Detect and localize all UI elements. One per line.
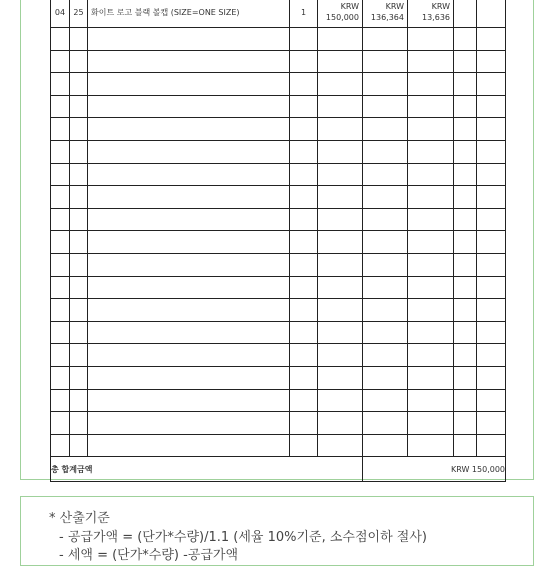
empty-cell xyxy=(454,366,477,389)
empty-cell xyxy=(454,163,477,186)
empty-table-row xyxy=(51,118,506,141)
empty-cell xyxy=(70,95,88,118)
empty-cell xyxy=(290,389,318,412)
empty-cell xyxy=(318,389,363,412)
empty-cell xyxy=(318,208,363,231)
supply-amount-cell xyxy=(363,0,408,28)
empty-cell xyxy=(290,366,318,389)
empty-cell xyxy=(318,412,363,435)
empty-cell xyxy=(88,95,290,118)
empty-cell xyxy=(454,186,477,209)
empty-cell xyxy=(363,321,408,344)
empty-cell xyxy=(51,231,70,254)
total-label: 총 합계금액 xyxy=(51,457,363,482)
empty-cell xyxy=(454,95,477,118)
empty-cell xyxy=(408,253,454,276)
empty-cell xyxy=(363,253,408,276)
unit-price-value: 150,000 xyxy=(325,13,359,22)
empty-table-row xyxy=(51,299,506,322)
empty-cell xyxy=(363,186,408,209)
empty-cell xyxy=(51,276,70,299)
empty-cell xyxy=(408,95,454,118)
empty-cell xyxy=(88,321,290,344)
empty-cell xyxy=(51,344,70,367)
empty-cell xyxy=(408,186,454,209)
empty-cell xyxy=(290,73,318,96)
empty-cell xyxy=(51,163,70,186)
empty-cell xyxy=(88,118,290,141)
empty-cell xyxy=(477,208,506,231)
total-row xyxy=(51,457,506,482)
empty-cell xyxy=(51,73,70,96)
empty-cell xyxy=(290,231,318,254)
empty-cell xyxy=(408,231,454,254)
empty-cell xyxy=(88,276,290,299)
empty-cell xyxy=(363,344,408,367)
empty-cell xyxy=(88,140,290,163)
empty-cell xyxy=(477,299,506,322)
empty-cell xyxy=(454,299,477,322)
empty-cell xyxy=(454,276,477,299)
empty-cell xyxy=(408,344,454,367)
empty-cell xyxy=(363,389,408,412)
empty-cell xyxy=(408,50,454,73)
empty-cell xyxy=(363,73,408,96)
empty-cell xyxy=(51,208,70,231)
empty-cell xyxy=(318,321,363,344)
empty-cell xyxy=(454,389,477,412)
empty-cell xyxy=(454,73,477,96)
empty-cell xyxy=(363,434,408,457)
empty-table-row xyxy=(51,412,506,435)
empty-cell xyxy=(454,321,477,344)
empty-table-row xyxy=(51,321,506,344)
empty-table-row xyxy=(51,366,506,389)
empty-cell xyxy=(51,389,70,412)
empty-cell xyxy=(318,434,363,457)
empty-cell xyxy=(88,28,290,51)
empty-cell xyxy=(88,163,290,186)
empty-cell xyxy=(318,231,363,254)
table-row xyxy=(51,0,506,28)
empty-cell xyxy=(477,163,506,186)
empty-cell xyxy=(363,208,408,231)
empty-cell xyxy=(51,253,70,276)
empty-cell xyxy=(477,186,506,209)
empty-cell xyxy=(88,299,290,322)
empty-cell xyxy=(70,208,88,231)
empty-cell xyxy=(408,118,454,141)
empty-cell xyxy=(477,389,506,412)
empty-cell xyxy=(88,231,290,254)
empty-cell xyxy=(70,186,88,209)
empty-cell xyxy=(318,118,363,141)
empty-cell xyxy=(51,321,70,344)
empty-table-row xyxy=(51,163,506,186)
tax-cell xyxy=(408,0,454,28)
empty-cell xyxy=(454,412,477,435)
empty-cell xyxy=(51,50,70,73)
empty-cell xyxy=(318,73,363,96)
empty-cell xyxy=(88,366,290,389)
empty-cell xyxy=(70,231,88,254)
empty-cell xyxy=(477,50,506,73)
empty-cell xyxy=(363,28,408,51)
empty-table-row xyxy=(51,73,506,96)
empty-cell xyxy=(70,366,88,389)
empty-cell xyxy=(363,50,408,73)
empty-cell xyxy=(318,50,363,73)
empty-cell xyxy=(318,186,363,209)
empty-cell xyxy=(363,163,408,186)
empty-cell xyxy=(88,389,290,412)
notes-supply-formula: - 공급가액 = (단가*수량)/1.1 (세율 10%기준, 소수점이하 절사) xyxy=(59,530,427,545)
empty-table-row xyxy=(51,28,506,51)
empty-cell xyxy=(477,253,506,276)
empty-cell xyxy=(408,389,454,412)
empty-cell xyxy=(363,140,408,163)
empty-cell xyxy=(70,434,88,457)
empty-cell xyxy=(51,140,70,163)
empty-table-row xyxy=(51,231,506,254)
empty-cell xyxy=(70,50,88,73)
month-cell: 04 xyxy=(51,0,70,28)
empty-cell xyxy=(477,434,506,457)
empty-cell xyxy=(51,434,70,457)
empty-cell xyxy=(454,231,477,254)
total-amount: KRW 150,000 xyxy=(363,457,506,482)
empty-cell xyxy=(477,321,506,344)
empty-cell xyxy=(290,276,318,299)
empty-cell xyxy=(51,366,70,389)
empty-cell xyxy=(88,253,290,276)
empty-cell xyxy=(363,276,408,299)
empty-cell xyxy=(408,299,454,322)
empty-cell xyxy=(477,366,506,389)
empty-cell xyxy=(318,366,363,389)
empty-cell xyxy=(70,389,88,412)
empty-cell xyxy=(408,140,454,163)
empty-cell xyxy=(70,321,88,344)
empty-cell xyxy=(454,208,477,231)
empty-cell xyxy=(454,0,477,28)
empty-cell xyxy=(88,50,290,73)
empty-cell xyxy=(477,276,506,299)
empty-cell xyxy=(477,118,506,141)
empty-cell xyxy=(408,321,454,344)
empty-cell xyxy=(477,0,506,28)
calculation-notes xyxy=(20,496,534,566)
notes-tax-formula: - 세액 = (단가*수량) -공급가액 xyxy=(59,548,239,563)
empty-cell xyxy=(408,73,454,96)
supply-amount-value: 136,364 xyxy=(370,13,404,22)
empty-cell xyxy=(290,412,318,435)
empty-cell xyxy=(88,412,290,435)
empty-cell xyxy=(318,253,363,276)
empty-cell xyxy=(290,208,318,231)
empty-cell xyxy=(363,118,408,141)
empty-cell xyxy=(290,434,318,457)
empty-cell xyxy=(290,28,318,51)
empty-cell xyxy=(454,253,477,276)
empty-cell xyxy=(454,118,477,141)
empty-cell xyxy=(51,186,70,209)
empty-cell xyxy=(70,140,88,163)
empty-table-row xyxy=(51,50,506,73)
empty-table-row xyxy=(51,434,506,457)
empty-cell xyxy=(477,95,506,118)
empty-cell xyxy=(318,140,363,163)
empty-cell xyxy=(408,208,454,231)
empty-cell xyxy=(408,28,454,51)
empty-cell xyxy=(318,163,363,186)
empty-cell xyxy=(70,253,88,276)
notes-heading: * 산출기준 xyxy=(49,511,110,526)
empty-cell xyxy=(51,118,70,141)
empty-cell xyxy=(70,73,88,96)
empty-cell xyxy=(363,95,408,118)
empty-cell xyxy=(454,50,477,73)
empty-cell xyxy=(88,344,290,367)
empty-cell xyxy=(408,276,454,299)
empty-cell xyxy=(88,434,290,457)
tax-currency: KRW xyxy=(431,2,450,11)
quantity-cell: 1 xyxy=(290,0,318,28)
empty-cell xyxy=(477,231,506,254)
empty-cell xyxy=(408,412,454,435)
empty-cell xyxy=(363,412,408,435)
empty-cell xyxy=(70,163,88,186)
empty-cell xyxy=(70,344,88,367)
empty-cell xyxy=(51,299,70,322)
empty-table-row xyxy=(51,253,506,276)
empty-cell xyxy=(318,299,363,322)
empty-cell xyxy=(477,344,506,367)
empty-cell xyxy=(318,344,363,367)
empty-cell xyxy=(454,28,477,51)
empty-cell xyxy=(70,276,88,299)
invoice-table xyxy=(50,0,506,482)
empty-cell xyxy=(51,95,70,118)
empty-cell xyxy=(477,140,506,163)
empty-cell xyxy=(408,366,454,389)
empty-cell xyxy=(290,186,318,209)
unit-price-currency: KRW xyxy=(340,2,359,11)
empty-table-row xyxy=(51,208,506,231)
empty-cell xyxy=(363,366,408,389)
empty-cell xyxy=(477,412,506,435)
empty-table-row xyxy=(51,95,506,118)
empty-cell xyxy=(454,434,477,457)
empty-table-row xyxy=(51,186,506,209)
empty-cell xyxy=(290,344,318,367)
item-name-cell: 화이트 로고 블랙 볼캡 (SIZE=ONE SIZE) xyxy=(88,0,290,28)
empty-cell xyxy=(290,140,318,163)
empty-cell xyxy=(318,95,363,118)
empty-table-row xyxy=(51,389,506,412)
empty-cell xyxy=(318,276,363,299)
day-cell: 25 xyxy=(70,0,88,28)
empty-cell xyxy=(290,163,318,186)
empty-cell xyxy=(70,28,88,51)
empty-cell xyxy=(477,28,506,51)
empty-cell xyxy=(454,140,477,163)
empty-table-row xyxy=(51,276,506,299)
tax-value: 13,636 xyxy=(422,13,450,22)
empty-cell xyxy=(290,50,318,73)
empty-table-row xyxy=(51,344,506,367)
empty-cell xyxy=(51,412,70,435)
empty-cell xyxy=(290,253,318,276)
empty-cell xyxy=(88,186,290,209)
empty-cell xyxy=(318,28,363,51)
supply-amount-currency: KRW xyxy=(385,2,404,11)
empty-cell xyxy=(88,208,290,231)
empty-cell xyxy=(290,321,318,344)
empty-cell xyxy=(51,28,70,51)
empty-cell xyxy=(290,299,318,322)
empty-cell xyxy=(363,231,408,254)
empty-cell xyxy=(70,299,88,322)
empty-cell xyxy=(363,299,408,322)
empty-cell xyxy=(70,412,88,435)
empty-cell xyxy=(70,118,88,141)
unit-price-cell xyxy=(318,0,363,28)
empty-cell xyxy=(290,95,318,118)
empty-cell xyxy=(88,73,290,96)
empty-cell xyxy=(477,73,506,96)
empty-cell xyxy=(454,344,477,367)
empty-cell xyxy=(408,434,454,457)
empty-cell xyxy=(408,163,454,186)
empty-table-row xyxy=(51,140,506,163)
empty-cell xyxy=(290,118,318,141)
